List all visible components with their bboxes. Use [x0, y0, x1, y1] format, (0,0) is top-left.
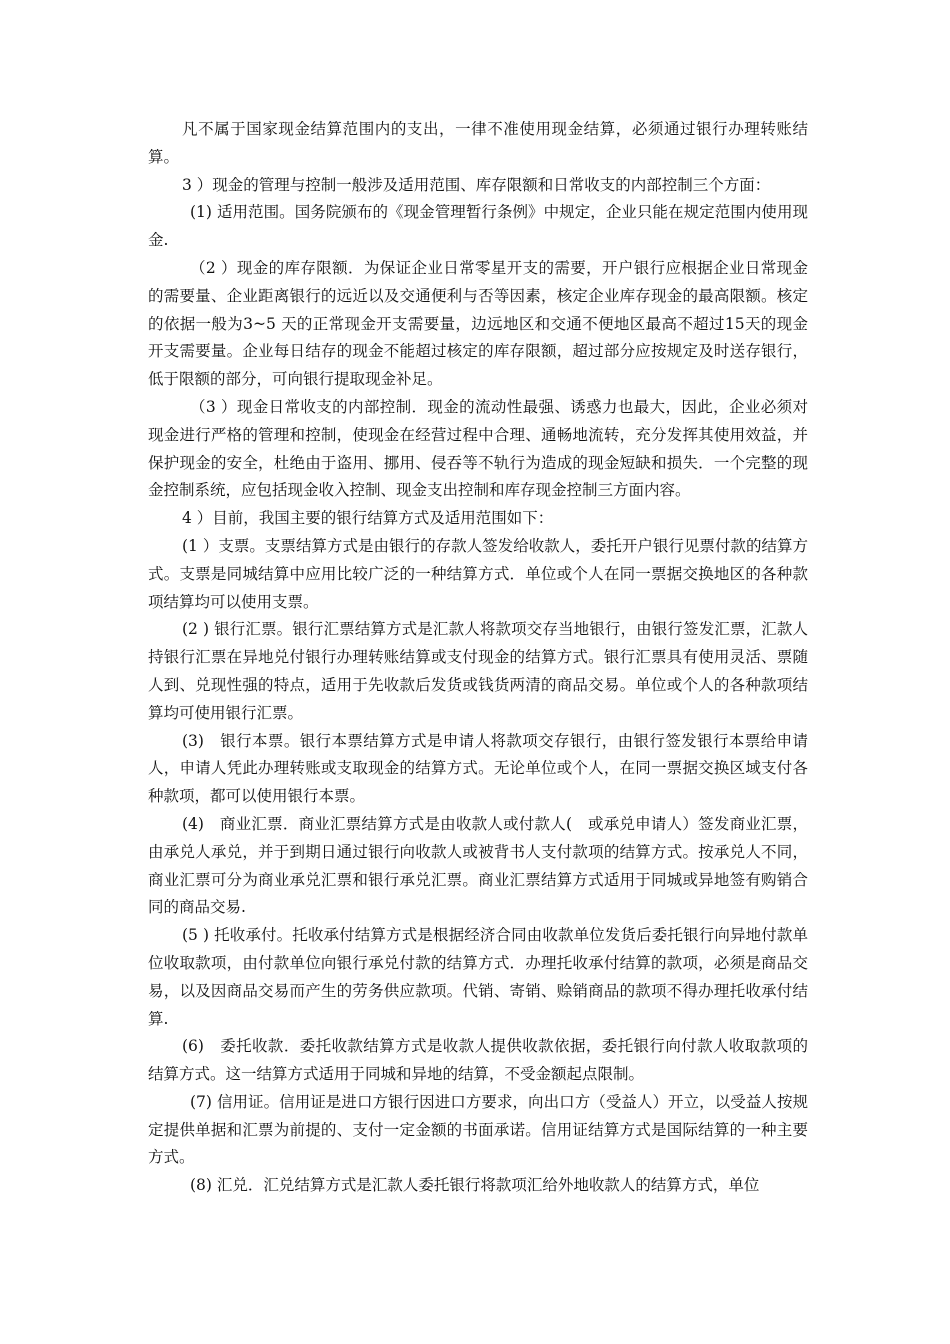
paragraph-cash-control-aspects: 3 ）现金的管理与控制一般涉及适用范围、库存限额和日常收支的内部控制三个方面：: [182, 175, 771, 194]
paragraph-entrusted-collection: (6) 委托收款．委托收款结算方式是收款人提供收款依据，委托银行向付款人收取款项的结算方式。这一结算方式适用于同城和异地的结算，不受金额起点限制。: [148, 1037, 808, 1084]
paragraph-letter-of-credit: (7) 信用证。信用证是进口方银行因进口方要求，向出口方（受益人）开立，以受益人按规定提供单据和汇票为前提的、支付一定金额的书面承诺。信用证结算方式是国际结算的一种主要方式。: [148, 1092, 808, 1167]
paragraph-commercial-draft: (4) 商业汇票．商业汇票结算方式是由收款人或付款人( 或承兑申请人）签发商业汇票，由承兑人承兑，并于到期日通过银行向收款人或被背书人支付款项的结算方式。按承兑人不同，商业汇票可分为商业承兑汇票和银行承兑汇票。商业汇票结算方式适用于同城或异地签有购销合同的商品交易.: [148, 814, 808, 917]
paragraph-scope: (1) 适用范围。国务院颁布的《现金管理暂行条例》中规定，企业只能在规定范围内使用现金.: [148, 203, 808, 250]
document-body: [148, 116, 808, 1200]
paragraph-remittance: (8) 汇兑．汇兑结算方式是汇款人委托银行将款项汇给外地收款人的结算方式，单位: [190, 1176, 760, 1195]
paragraph-inventory-limit: （2 ）现金的库存限额．为保证企业日常零星开支的需要，开户银行应根据企业日常现金的需要量、企业距离银行的远近以及交通便利与否等因素，核定企业库存现金的最高限额。核定的依据一般为3~5 天的正常现金开支需要量，边远地区和交通不便地区最高不超过15天的现金开支需要量。企业每日结存的现金不能超过核定的库存限额，超过部分应按规定及时送存银行，低于限额的部分，可向银行提取现金补足。: [148, 258, 808, 389]
paragraph-cheque: (1 ）支票。支票结算方式是由银行的存款人签发给收款人，委托开户银行见票付款的结算方式。支票是同城结算中应用比较广泛的一种结算方式．单位或个人在同一票据交换地区的各种款项结算均可以使用支票。: [148, 536, 808, 611]
paragraph-cash-transfer-rule: 凡不属于国家现金结算范围内的支出，一律不准使用现金结算，必须通过银行办理转账结算。: [148, 120, 808, 166]
paragraph-settlement-methods-intro: 4 ）目前，我国主要的银行结算方式及适用范围如下：: [182, 509, 554, 528]
paragraph-collection-acceptance: (5 ) 托收承付。托收承付结算方式是根据经济合同由收款单位发货后委托银行向异地付款单位收取款项，由付款单位向银行承兑付款的结算方式．办理托收承付结算的款项，必须是商品交易，以及因商品交易而产生的劳务供应款项。代销、寄销、赊销商品的款项不得办理托收承付结算.: [148, 926, 808, 1028]
paragraph-bank-draft: (2 ) 银行汇票。银行汇票结算方式是汇款人将款项交存当地银行，由银行签发汇票，汇款人持银行汇票在异地兑付银行办理转账结算或支付现金的结算方式。银行汇票具有使用灵活、票随人到、兑现性强的特点，适用于先收款后发货或钱货两清的商品交易。单位或个人的各种款项结算均可使用银行汇票。: [148, 620, 808, 722]
paragraph-internal-control: （3 ）现金日常收支的内部控制．现金的流动性最强、诱惑力也最大，因此，企业必须对现金进行严格的管理和控制，使现金在经营过程中合理、通畅地流转，充分发挥其使用效益，并保护现金的安全，杜绝由于盗用、挪用、侵吞等不轨行为造成的现金短缺和损失．一个完整的现金控制系统，应包括现金收入控制、现金支出控制和库存现金控制三方面内容。: [148, 397, 808, 500]
paragraph-cashier-cheque: (3) 银行本票。银行本票结算方式是申请人将款项交存银行，由银行签发银行本票给申请人，申请人凭此办理转账或支取现金的结算方式。无论单位或个人，在同一票据交换区域支付各种款项，都可以使用银行本票。: [148, 731, 808, 806]
